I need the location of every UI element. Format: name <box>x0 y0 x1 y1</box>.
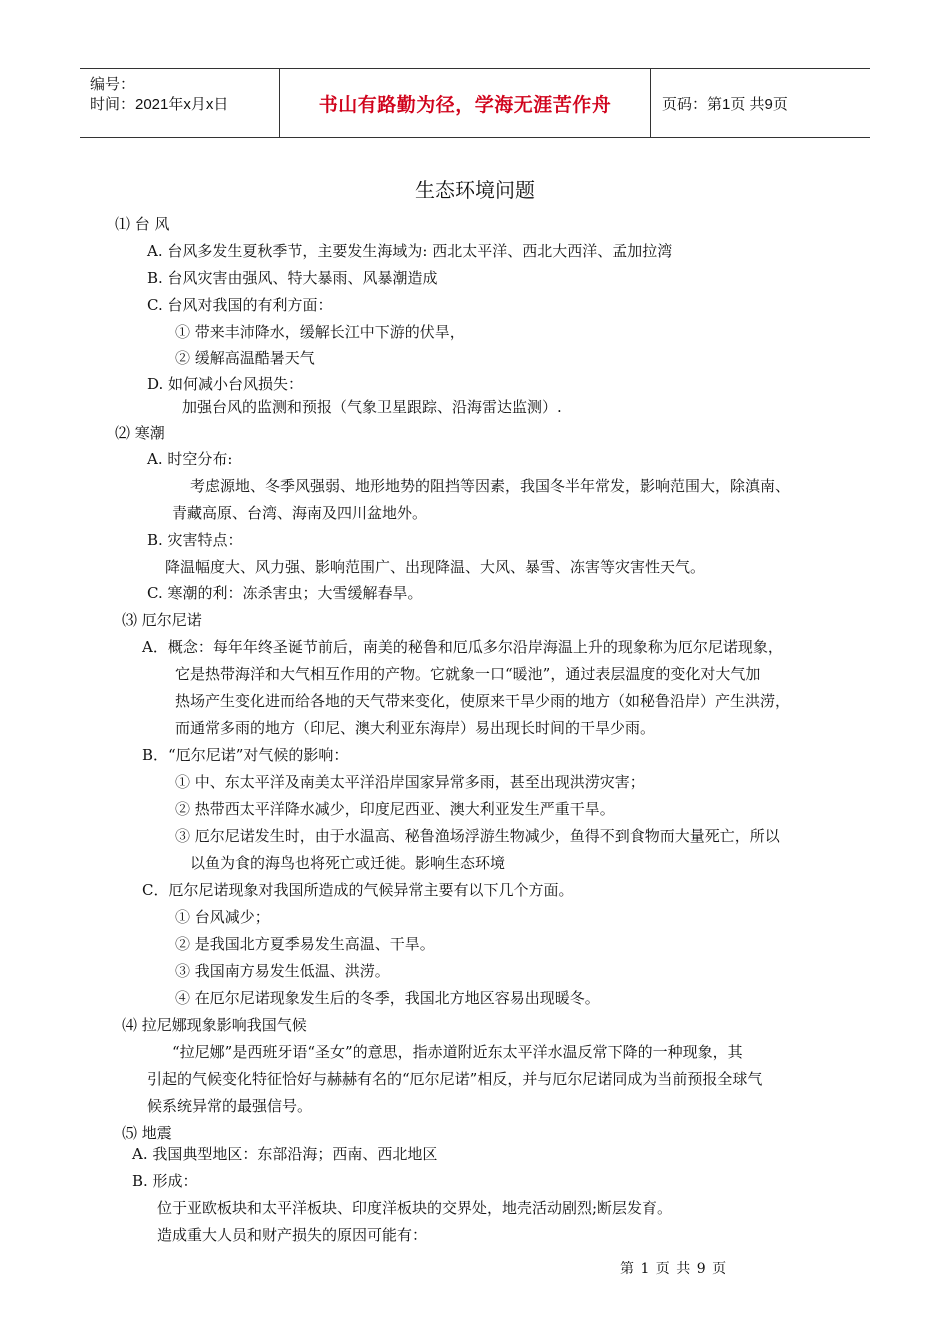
text-line: 候系统异常的最强信号。 <box>147 1097 313 1115</box>
header-page-cell <box>652 69 870 137</box>
page-footer: 第 1 页 共 9 页 <box>620 1261 728 1277</box>
text-line: C．厄尔尼诺现象对我国所造成的气候异常主要有以下几个方面。 <box>142 881 574 899</box>
text-line: 考虑源地、冬季风强弱、地形地势的阻挡等因素，我国冬半年常发，影响范围大，除滇南、 <box>190 477 791 495</box>
section-heading-el-nino: ⑶ 厄尔尼诺 <box>122 611 202 629</box>
text-line: 降温幅度大、风力强、影响范围广、出现降温、大风、暴雪、冻害等灾害性天气。 <box>165 558 706 576</box>
text-line: ② 热带西太平洋降水减少，印度尼西亚、澳大利亚发生严重干旱。 <box>175 800 615 818</box>
text-line: A. 我国典型地区：东部沿海；西南、西北地区 <box>132 1145 438 1163</box>
text-line: ③ 我国南方易发生低温、洪涝。 <box>175 962 390 980</box>
page-title: 生态环境问题 <box>415 178 535 202</box>
section-heading-earthquake: ⑸ 地震 <box>122 1124 172 1142</box>
text-line: ① 中、东太平洋及南美太平洋沿岸国家异常多雨，甚至出现洪涝灾害； <box>175 773 645 791</box>
text-line: ④ 在厄尔尼诺现象发生后的冬季，我国北方地区容易出现暖冬。 <box>175 989 600 1007</box>
header-motto-cell <box>280 69 651 137</box>
section-heading-typhoon: ⑴ 台 风 <box>115 215 170 233</box>
text-line: 而通常多雨的地方（印尼、澳大利亚东海岸）易出现长时间的干旱少雨。 <box>175 719 656 737</box>
text-line: ② 是我国北方夏季易发生高温、干旱。 <box>175 935 435 953</box>
text-line: ③ 厄尔尼诺发生时，由于水温高、秘鲁渔场浮游生物减少，鱼得不到食物而大量死亡，所以 <box>175 827 780 845</box>
text-line: 热场产生变化进而给各地的天气带来变化，使原来干旱少雨的地方（如秘鲁沿岸）产生洪涝， <box>175 692 791 710</box>
section-heading-la-nina: ⑷ 拉尼娜现象影响我国气候 <box>122 1016 307 1034</box>
text-line: B. 台风灾害由强风、特大暴雨、风暴潮造成 <box>147 269 438 287</box>
section-heading-cold-wave: ⑵ 寒潮 <box>115 424 165 442</box>
text-line: B. 灾害特点： <box>147 531 243 549</box>
page-indicator: 页码：第1页 共9页 <box>662 95 788 113</box>
text-line: ② 缓解高温酷暑天气 <box>175 349 315 367</box>
text-line: 引起的气候变化特征恰好与赫赫有名的“厄尔尼诺”相反，并与厄尔尼诺同成为当前预报全球气 <box>147 1070 763 1088</box>
text-line: A. 台风多发生夏秋季节，主要发生海域为: 西北太平洋、西北大西洋、孟加拉湾 <box>147 242 673 260</box>
document-number: 编号： <box>90 76 136 93</box>
document-date: 时间：2021年x月x日 <box>90 96 229 113</box>
text-line: “拉尼娜”是西班牙语“圣女”的意思，指赤道附近东太平洋水温反常下降的一种现象，其 <box>172 1043 743 1061</box>
text-line: C. 台风对我国的有利方面： <box>147 296 333 314</box>
document-header <box>80 68 870 138</box>
text-line: D. 如何减小台风损失： <box>147 375 304 393</box>
text-line: B. 形成： <box>132 1172 198 1190</box>
text-line: A．概念：每年年终圣诞节前后，南美的秘鲁和厄瓜多尔沿岸海温上升的现象称为厄尔尼诺现象， <box>142 638 783 656</box>
text-line: ① 台风减少； <box>175 908 270 926</box>
motto: 书山有路勤为径，学海无涯苦作舟 <box>318 93 612 116</box>
text-line: 位于亚欧板块和太平洋板块、印度洋板块的交界处，地壳活动剧烈;断层发育。 <box>157 1199 673 1217</box>
text-line: C. 寒潮的利：冻杀害虫；大雪缓解春旱。 <box>147 584 423 602</box>
text-line: 加强台风的监测和预报（气象卫星跟踪、沿海雷达监测）. <box>182 398 562 416</box>
text-line: A. 时空分布: <box>147 450 233 468</box>
text-line: 它是热带海洋和大气相互作用的产物。它就象一口“暖池”，通过表层温度的变化对大气加 <box>175 665 761 683</box>
text-line: ① 带来丰沛降水，缓解长江中下游的伏旱， <box>175 323 465 341</box>
text-line: 以鱼为食的海鸟也将死亡或迁徙。影响生态环境 <box>190 854 506 872</box>
header-info-cell <box>80 69 280 137</box>
text-line: B．“厄尔尼诺”对气候的影响： <box>142 746 349 764</box>
text-line: 青藏高原、台湾、海南及四川盆地外。 <box>172 504 428 522</box>
text-line: 造成重大人员和财产损失的原因可能有： <box>157 1226 428 1244</box>
